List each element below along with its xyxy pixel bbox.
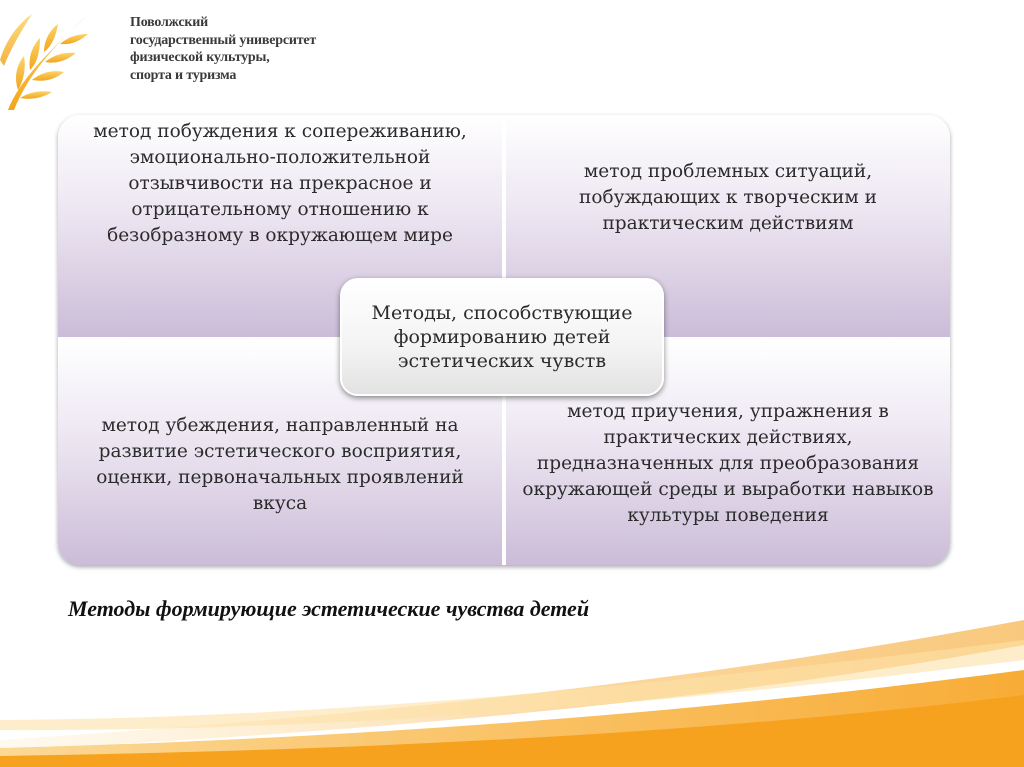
university-line: спорта и туризма xyxy=(130,67,237,83)
slide-caption: Методы формирующие эстетические чувства детей xyxy=(68,596,590,621)
method-problem-situations-text: метод проблемных ситуаций, побуждающих к творческим и практическим действиям xyxy=(579,161,877,234)
university-line: государственный университет xyxy=(130,32,317,48)
university-name xyxy=(130,14,370,84)
center-topic-box xyxy=(340,278,664,396)
center-topic-text: Методы, способствующие формированию детей эстетических чувств xyxy=(371,302,633,372)
university-line: физической культуры, xyxy=(130,50,270,65)
method-empathy-text: метод побуждения к сопереживанию, эмоционально-положительной отзывчивости на прекрасное и отрицательному отношению к безобразному в окружающем мире xyxy=(93,121,467,246)
university-line: Поволжский xyxy=(130,15,208,30)
method-persuasion-text: метод убеждения, направленный на развитие эстетического восприятия, оценки, первоначальных проявлений вкуса xyxy=(96,415,464,514)
method-training-text: метод приучения, упражнения в практических действиях, предназначенных для преобразования окружающей среды и выработки навыков культуры поведения xyxy=(522,401,934,526)
laurel-logo-icon xyxy=(0,0,110,115)
orange-wave-decoration xyxy=(0,600,1024,767)
